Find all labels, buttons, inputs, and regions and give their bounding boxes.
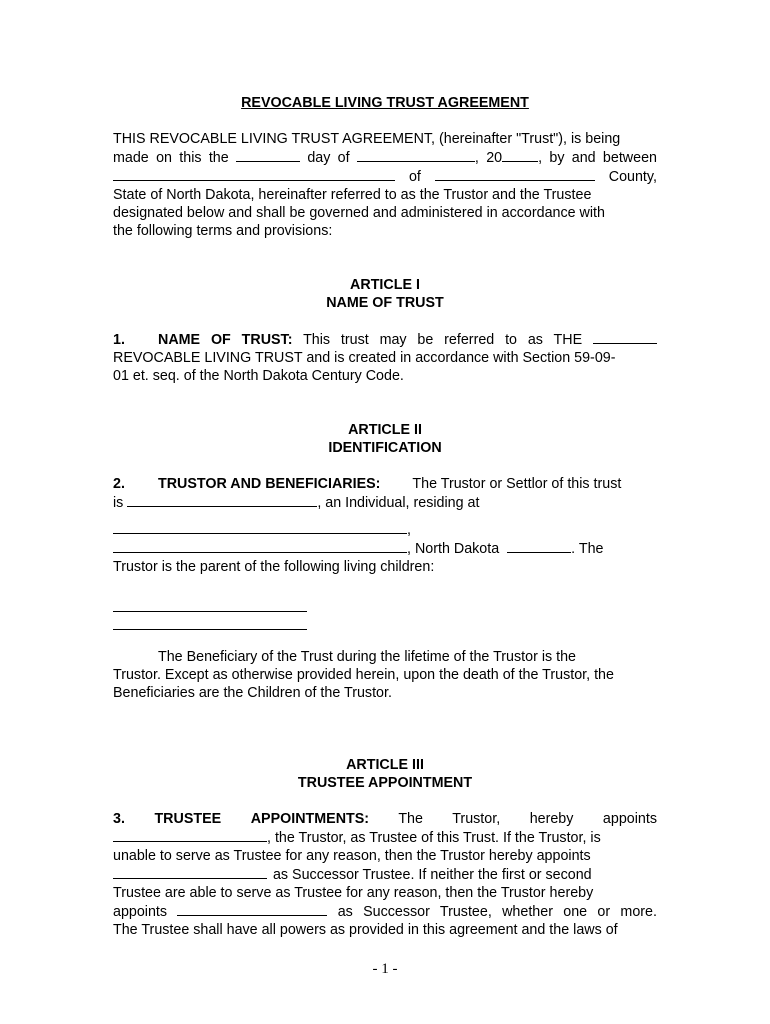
section-number: 3. [113,811,125,827]
successor-trustee-blank[interactable] [113,865,267,879]
child-name-blank[interactable] [113,612,307,630]
month-blank[interactable] [357,148,475,162]
intro-line: THIS REVOCABLE LIVING TRUST AGREEMENT, (hereinafter "Trust"), is being [113,131,621,147]
section-text: is [113,495,124,511]
section-line: Trustee are able to serve as Trustee for any reason, then the Trustor hereby [113,885,594,901]
city-blank[interactable] [113,539,407,553]
intro-text: day of [307,150,350,166]
intro-text: County, [608,169,657,185]
section-text: as Successor Trustee. If neither the first or second [272,867,592,883]
section-text: , [407,522,411,538]
section-line [113,520,657,539]
document-title: REVOCABLE LIVING TRUST AGREEMENT [241,95,529,111]
document-body [113,94,657,939]
article-heading: ARTICLE III [346,757,424,773]
intro-line [113,148,657,167]
article-subheading: TRUSTEE APPOINTMENT [297,775,473,791]
section-line [113,493,657,512]
year-blank[interactable] [502,148,538,162]
intro-text: , by and between [538,150,657,166]
section-text: appoints [113,904,168,920]
section-text: appoints [602,811,657,827]
section-label: TRUSTOR AND BENEFICIARIES: [158,476,381,492]
section-label: TRUSTEE [154,811,222,827]
section-line [113,865,657,884]
address-blank[interactable] [113,520,407,534]
section-text: , North Dakota [407,541,500,557]
trust-name-blank[interactable] [593,330,657,344]
zip-blank[interactable] [507,539,571,553]
intro-line: State of North Dakota, hereinafter referred to as the Trustor and the Trustee [113,187,592,203]
intro-text: made on this the [113,150,229,166]
page-number: - 1 - [372,961,398,977]
section-text: as Successor Trustee, whether one or more. [337,904,657,920]
section-label: APPOINTMENTS: [250,811,370,827]
section-line: REVOCABLE LIVING TRUST and is created in accordance with Section 59-09- [113,350,616,366]
trustor-name-blank[interactable] [113,167,395,181]
section-number: 1. [113,332,125,348]
section-line [113,475,657,493]
article-heading: ARTICLE II [348,422,422,438]
intro-paragraph [113,130,657,240]
section-line: Trustor is the parent of the following living children: [113,559,435,575]
section-line: Beneficiaries are the Children of the Trustor. [113,685,392,701]
county-blank[interactable] [435,167,595,181]
intro-text: , 20 [474,150,503,166]
section-text: . The [571,541,604,557]
section-number: 2. [113,476,125,492]
section-line: 01 et. seq. of the North Dakota Century Code. [113,368,404,384]
section-text: hereby [529,811,574,827]
section-line [113,539,657,558]
trustee-blank[interactable] [113,828,267,842]
section-text: This trust may be referred to as THE [303,332,583,348]
section-line [113,330,657,349]
article-subheading: NAME OF TRUST [326,295,444,311]
section-line: Trustor. Except as otherwise provided herein, upon the death of the Trustor, the [113,667,614,683]
section-line [113,810,657,828]
section-label: NAME OF TRUST: [158,332,293,348]
intro-line: the following terms and provisions: [113,223,333,239]
section-text: Trustor, [452,811,501,827]
section-text: The Trustor or Settlor of this trust [412,476,622,492]
second-successor-blank[interactable] [177,902,327,916]
section-text: , an Individual, residing at [317,495,480,511]
section-line [113,902,657,921]
section-text: , the Trustor, as Trustee of this Trust. If the Trustor, is [267,830,601,846]
intro-line: designated below and shall be governed and administered in accordance with [113,205,605,221]
section-text: The [398,811,423,827]
trustor-blank[interactable] [127,493,317,507]
section-line: The Trustee shall have all powers as provided in this agreement and the laws of [113,922,618,938]
intro-line [113,167,657,186]
section-line: unable to serve as Trustee for any reason, then the Trustor hereby appoints [113,848,591,864]
article-heading: ARTICLE I [350,277,420,293]
day-blank[interactable] [236,148,300,162]
section-line: The Beneficiary of the Trust during the lifetime of the Trustor is the [158,649,576,665]
article-subheading: IDENTIFICATION [328,440,442,456]
intro-text: of [408,169,421,185]
section-line [113,828,657,847]
child-name-blank[interactable] [113,594,307,612]
